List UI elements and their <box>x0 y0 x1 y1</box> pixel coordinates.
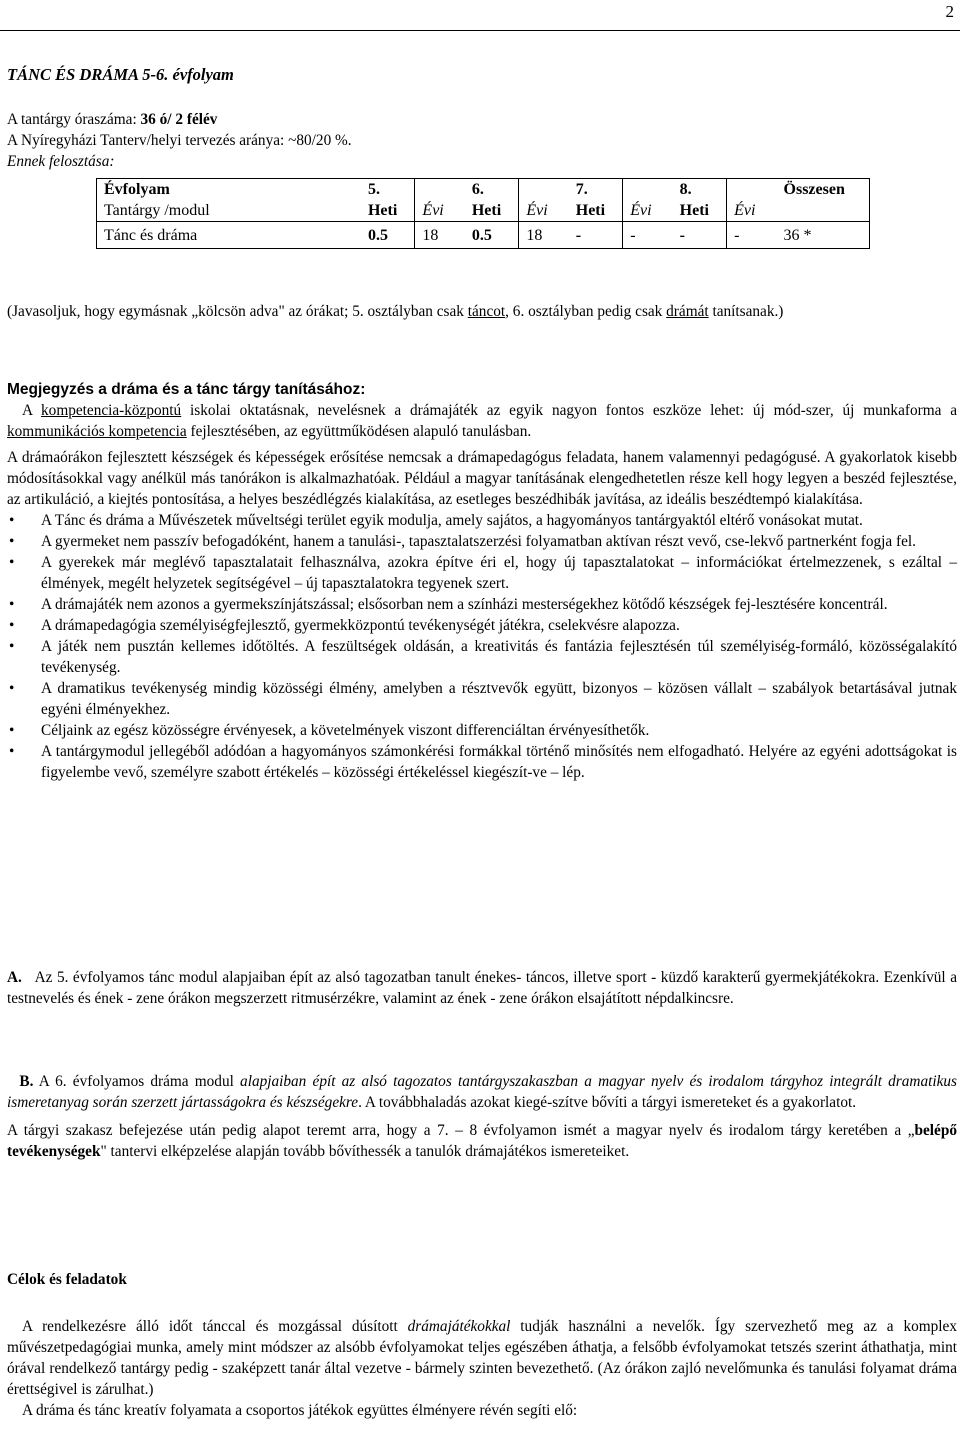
celok-paragraph-1 <box>7 1316 957 1400</box>
note-underlined-drama: drámát <box>666 303 709 320</box>
bullet-icon: • <box>9 596 15 613</box>
celok-heading: Célok és feladatok <box>7 1271 127 1288</box>
header-cell-evfolyam <box>97 179 361 222</box>
section-b <box>7 1071 957 1162</box>
section-b-text: " tantervi elképzelése alapján tovább bővíthessék a tanulók drámajátékos ismereteiket. <box>100 1143 630 1160</box>
cell-value: - <box>575 226 582 244</box>
list-item-text: Céljaink az egész közösségre érvényesek, a követelmények viszont differenciáltan érvényesíthetők. <box>41 722 650 739</box>
section-b-paragraph-1 <box>7 1071 957 1113</box>
list-item-text: A gyermeket nem passzív befogadóként, hanem a tanulási-, tapasztalatszerzési folyamatban aktívan részt vevő, cse-lekvő partnerként fogja fel. <box>41 533 916 550</box>
cell-value: 0.5 <box>367 226 388 244</box>
list-item-text: A gyerekek már meglévő tapasztalatait felhasználva, azokra építve éri el, hogy új tapasztalatokat – információkat értelmezzenek, s ezáltal – élmények, megélt helyzetek segítségével – új tapasztalatokra tegyenek szert. <box>41 554 957 592</box>
megjegyzes-paragraph-a <box>7 400 957 442</box>
bullet-icon: • <box>9 554 15 571</box>
cell-value: - <box>727 222 777 249</box>
section-b-label: B. <box>19 1073 34 1090</box>
bullet-icon: • <box>9 533 15 550</box>
list-item <box>7 741 957 783</box>
cell-value: - <box>623 222 673 249</box>
bullet-icon: • <box>9 638 15 655</box>
header-cell-total: Összesen <box>777 179 870 222</box>
list-item <box>7 720 957 741</box>
italic-term: drámajátékokkal <box>407 1318 511 1335</box>
bullet-icon: • <box>9 512 15 529</box>
megjegyzes-bullet-list <box>7 510 957 783</box>
note-underlined-tanc: táncot <box>467 303 506 320</box>
distribution-line: Ennek felosztása: <box>7 153 115 170</box>
list-item-text: A drámajáték nem azonos a gyermekszínjátszással; elsősorban nem a színházi mesterségekhez kötődő készségek fej-lesztésére koncentrál. <box>41 596 888 613</box>
section-a-label: A. <box>7 969 22 986</box>
cell-total: 36 * <box>783 226 812 244</box>
paragraph-text: fejlesztésében, az együttműködésen alapuló tanulásban. <box>186 423 532 440</box>
section-b-text: . A továbbhaladás azokat kiegé-szítve bővíti a tárgyi ismereteket és a gyakorlatot. <box>358 1094 857 1111</box>
header-cell-grade-8 <box>673 179 727 222</box>
header-cell-evi-7: Évi <box>623 179 673 222</box>
header-cell-evi-5: Évi <box>415 179 465 222</box>
hours-line <box>7 109 352 130</box>
grade-label: 6. <box>471 181 484 198</box>
celok-paragraph-2: A dráma és tánc kreatív folyamata a csoportos játékok együttes élményere révén segíti elő: <box>22 1402 578 1419</box>
list-item <box>7 615 957 636</box>
recommendation-note <box>7 301 957 322</box>
hours-table <box>96 178 870 249</box>
hours-label: A tantárgy óraszáma: <box>7 111 141 128</box>
heti-label: Heti <box>575 202 606 219</box>
section-b-paragraph-2 <box>7 1120 957 1162</box>
heti-label: Heti <box>471 202 502 219</box>
paragraph-text: iskolai oktatásnak, nevelésnek a drámajáték az egyik nagyon fontos eszköze lehet: új mód-szer, új munkaforma a <box>181 402 957 419</box>
paragraph-text: A <box>22 402 42 419</box>
ratio-line: A Nyíregyházi Tanterv/helyi tervezés aránya: ~80/20 %. <box>7 132 352 149</box>
header-cell-grade-5 <box>361 179 415 222</box>
cell-value: - <box>679 226 685 244</box>
section-b-text: A tárgyi szakasz befejezése után pedig alapot teremt arra, hogy a 7. – 8 évfolyamon ismét a magyar nyelv és irodalom tárgy keretében a „ <box>7 1122 915 1139</box>
list-item <box>7 510 957 531</box>
row-label: Tánc és dráma <box>104 226 198 244</box>
bullet-icon: • <box>9 680 15 697</box>
list-item-text: A játék nem pusztán kellemes időtöltés. A feszültségek oldásán, a kreativitás és fantázia fejlesztésén túl személyiség-formáló, közösségalakító tevékenység. <box>41 638 957 676</box>
bullet-icon: • <box>9 743 15 760</box>
cell-value: 18 <box>519 222 569 249</box>
header-cell-grade-7 <box>569 179 623 222</box>
heti-label: Heti <box>367 202 398 219</box>
grade-label: 8. <box>679 181 692 198</box>
section-b-bold-term: belépő tevékenységek <box>7 1122 957 1160</box>
celok-section <box>7 1269 957 1421</box>
grade-label: 5. <box>367 181 380 198</box>
header-cell-evi-6: Évi <box>519 179 569 222</box>
header-rule <box>0 30 960 31</box>
header-cell-grade-6 <box>465 179 519 222</box>
megjegyzes-paragraph-b: A drámaórákon fejlesztett készségek és képességek erősítése nemcsak a drámapedagógus feladata, hanem valamennyi pedagógusé. A gyakorlatok kisebb módosításokkal vagy anélkül más tanórákon is alkalmazhatóak. Például a magyar tanításának elengedhetetlen része kell hogy legyen a beszéd fejlesztése, az artikuláció, a kiejtés pontosítása, a helyes beszédlégzés kialakítása, az esetleges beszédhibák javítása, az ideális beszédtempó kialakítása. <box>7 449 957 508</box>
list-item-text: A tantárgymodul jellegéből adódóan a hagyományos számonkérési formákkal történő minősítés nem elfogadható. Helyére az egyéni adottságokat is figyelembe vevő, személyre szabott értékelés – közösségi értékeléssel kiegészít-ve – lép. <box>41 743 957 781</box>
section-b-text: A 6. évfolyamos dráma modul <box>33 1073 241 1090</box>
underlined-term: kommunikációs kompetencia <box>7 423 187 440</box>
heti-label: Heti <box>679 202 709 219</box>
list-item <box>7 636 957 678</box>
page-number: 2 <box>945 2 954 21</box>
megjegyzes-section <box>7 379 957 783</box>
list-item <box>7 552 957 594</box>
cell-value: 18 <box>415 222 465 249</box>
table-row <box>97 222 870 249</box>
megjegyzes-heading: Megjegyzés a dráma és a tánc tárgy tanításához: <box>7 381 366 398</box>
list-item-text: A dramatikus tevékenység mindig közösségi élmény, amelyben a résztvevők együtt, bizonyos – közösen vállalt – szabályok betartásával jutnak egyéni élményekhez. <box>41 680 957 718</box>
paragraph-text: A rendelkezésre álló időt tánccal és mozgással dúsított <box>22 1318 408 1335</box>
list-item <box>7 678 957 720</box>
section-a-text: Az 5. évfolyamos tánc modul alapjaiban épít az alsó tagozatban tanult énekes- táncos, illetve sport - küzdő karakterű gyermekjátékokra. Ezenkívül a testnevelés és ének - zene órákon megszerzett ritmusérzékre, valamint az ének - zene órákon elsajátított népdalkincsre. <box>7 969 957 1007</box>
bullet-icon: • <box>9 722 15 739</box>
evfolyam-label: Évfolyam <box>104 181 170 198</box>
tantargy-label: Tantárgy /modul <box>104 202 210 219</box>
list-item <box>7 594 957 615</box>
cell-value: 0.5 <box>471 226 492 244</box>
bullet-icon: • <box>9 617 15 634</box>
hours-value: 36 ó/ 2 félév <box>140 111 218 128</box>
grade-label: 7. <box>575 181 588 198</box>
underlined-term: kompetencia-központú <box>41 402 182 419</box>
note-text: tanítsanak.) <box>708 303 784 320</box>
list-item <box>7 531 957 552</box>
document-title: TÁNC ÉS DRÁMA 5-6. évfolyam <box>7 65 234 84</box>
note-text: (Javasoljuk, hogy egymásnak „kölcsön adva" az órákat; 5. osztályban csak <box>7 303 468 320</box>
list-item-text: A Tánc és dráma a Művészetek műveltségi terület egyik modulja, amely sajátos, a hagyományos tantárgyaktól eltérő vonásokat mutat. <box>41 512 863 529</box>
subject-info <box>7 109 352 172</box>
list-item-text: A drámapedagógia személyiségfejlesztő, gyermekközpontú tevékenységét játékra, cselekvésre alapozza. <box>41 617 680 634</box>
paragraph-text: tudják használni a nevelők. Így szervezhető meg az a komplex művészetpedagógiai munka, amely mint módszer az alsóbb évfolyamokat teljes egészében áthatja, a felsőbb évfolyamokat tetszés szerint áthathatja, mint órával rendelkező tantárgy pedig - szaképzett tanár által vezetve - bármely szinten bevezethető. (Az órákon zajló nevelőmunka és tanulási folyamat dráma érettségivel is zárulhat.) <box>7 1318 957 1398</box>
header-cell-evi-8: Évi <box>727 179 777 222</box>
section-a <box>7 967 957 1009</box>
section-b-italic-text: alapjaiban épít az alsó tagozatos tantárgyszakaszban a magyar nyelv és irodalom tárgyhoz integrált dramatikus ismeretanyag során szerzett jártasságokra és készségekre <box>7 1073 957 1111</box>
table-header-row <box>97 179 870 222</box>
note-text: , 6. osztályban pedig csak <box>505 303 667 320</box>
